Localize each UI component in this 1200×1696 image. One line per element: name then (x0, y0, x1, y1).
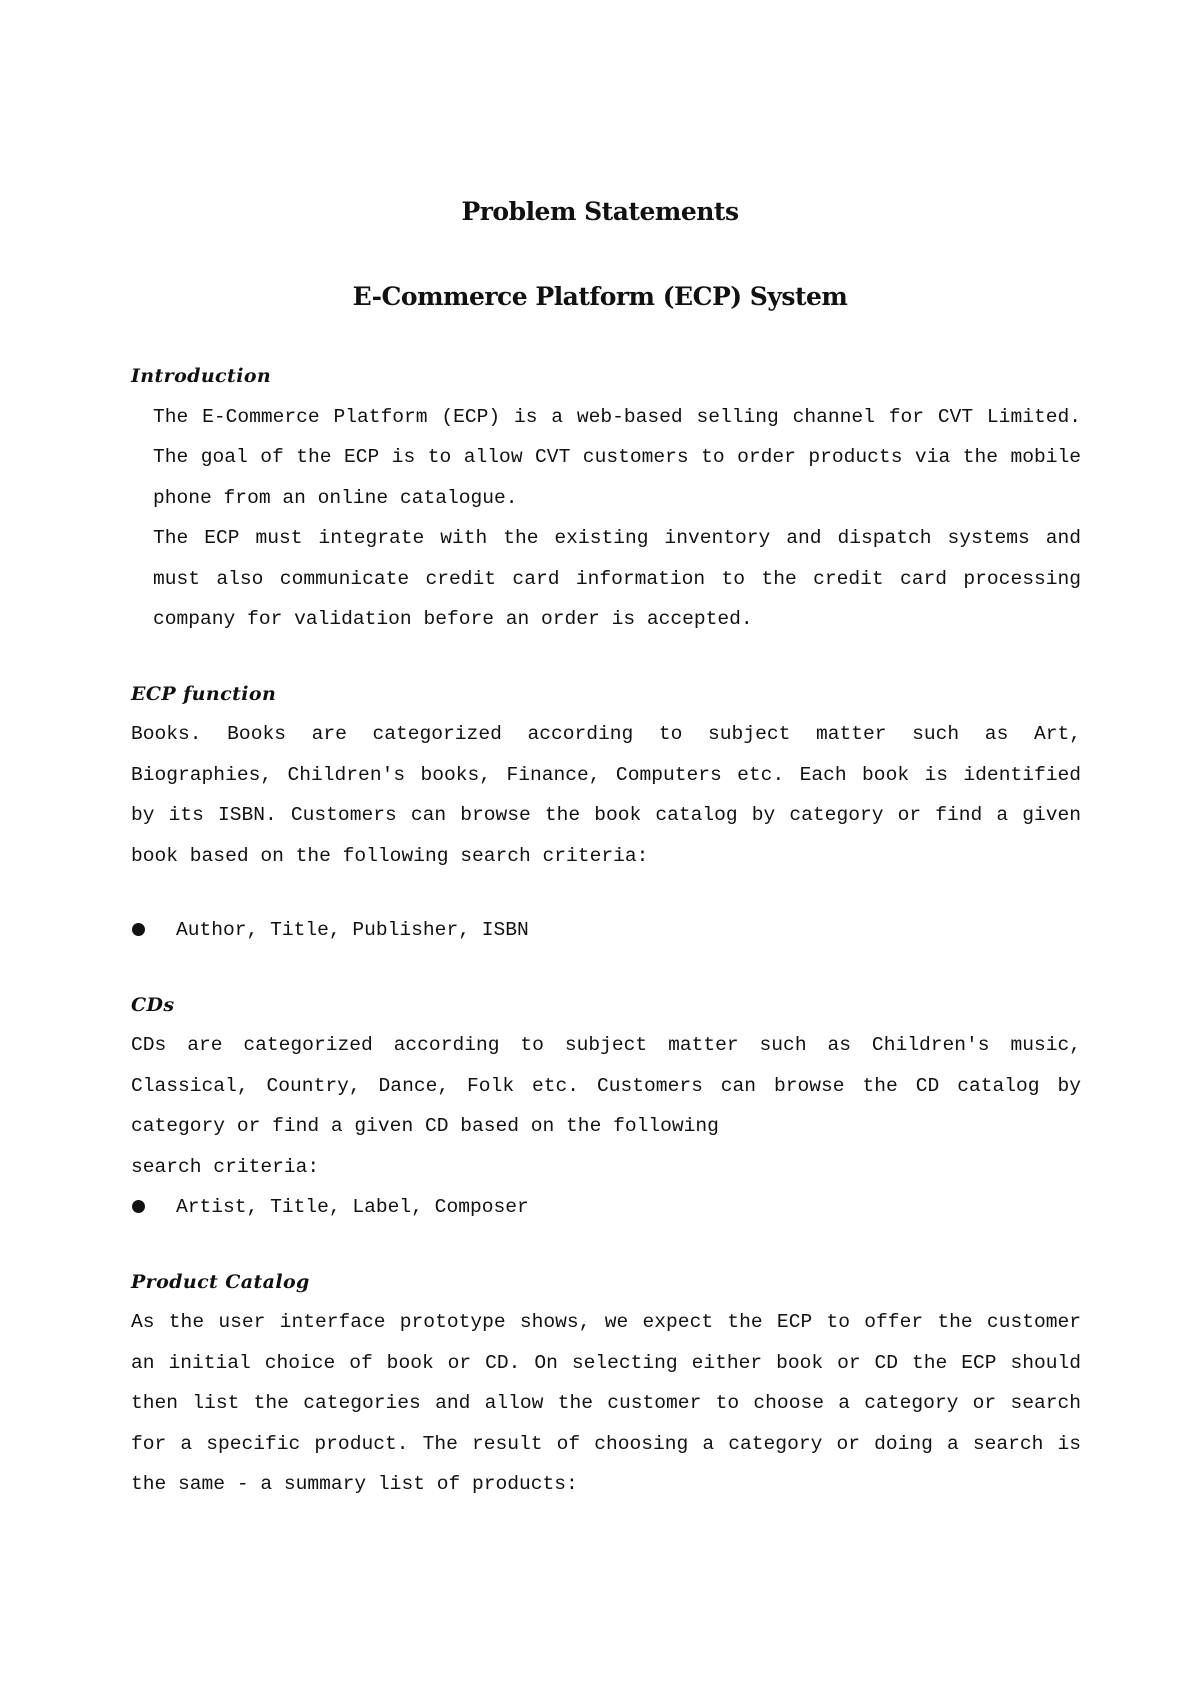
introduction-paragraph-1: The E-Commerce Platform (ECP) is a web-based selling channel for CVT Limited. The goal of the ECP is to allow CVT customers to order products via the mobile phone from an online catalogue. (153, 405, 1081, 509)
bullet-text: Author, Title, Publisher, ISBN (176, 919, 529, 941)
cds-paragraph: CDs are categorized according to subject matter such as Children's music, Classical, Country, Dance, Folk etc. Customers can browse the CD catalog by category or find a given CD based on the following (131, 1034, 1081, 1137)
bullet-dot-icon (132, 1200, 145, 1213)
spacer (131, 1228, 1081, 1262)
section-heading-cds: CDs (131, 993, 175, 1016)
spacer (131, 951, 1081, 985)
section-heading-product-catalog: Product Catalog (131, 1270, 310, 1293)
document-body (131, 356, 1081, 1505)
spacer (131, 640, 1081, 674)
section-heading-introduction: Introduction (131, 365, 272, 387)
bullet-dot-icon (132, 923, 145, 936)
bullet-text: Artist, Title, Label, Composer (176, 1196, 529, 1218)
introduction-paragraph-2: The ECP must integrate with the existing inventory and dispatch systems and must also communicate credit card information to the credit card processing company for validation before an order is accepted. (153, 527, 1081, 630)
section-heading-ecp-function: ECP function (131, 682, 277, 705)
bullet-item-cd-criteria (131, 1187, 1081, 1228)
spacer (131, 876, 1081, 910)
ecp-function-paragraph: Books. Books are categorized according to subject matter such as Art, Biographies, Children's books, Finance, Computers etc. Each book is identified by its ISBN. Customers can browse the book catalog by category or find a given book based on the following search criteria: (131, 723, 1081, 867)
page-subtitle: E-Commerce Platform (ECP) System (352, 282, 848, 311)
bullet-item-book-criteria (131, 910, 1081, 951)
product-catalog-paragraph: As the user interface prototype shows, we expect the ECP to offer the customer an initial choice of book or CD. On selecting either book or CD the ECP should then list the categories and allow the customer to choose a category or search for a specific product. The result of choosing a category or doing a search is the same - a summary list of products: (131, 1311, 1081, 1495)
cds-paragraph-tail: search criteria: (131, 1155, 320, 1178)
page-title: Problem Statements (461, 197, 739, 226)
